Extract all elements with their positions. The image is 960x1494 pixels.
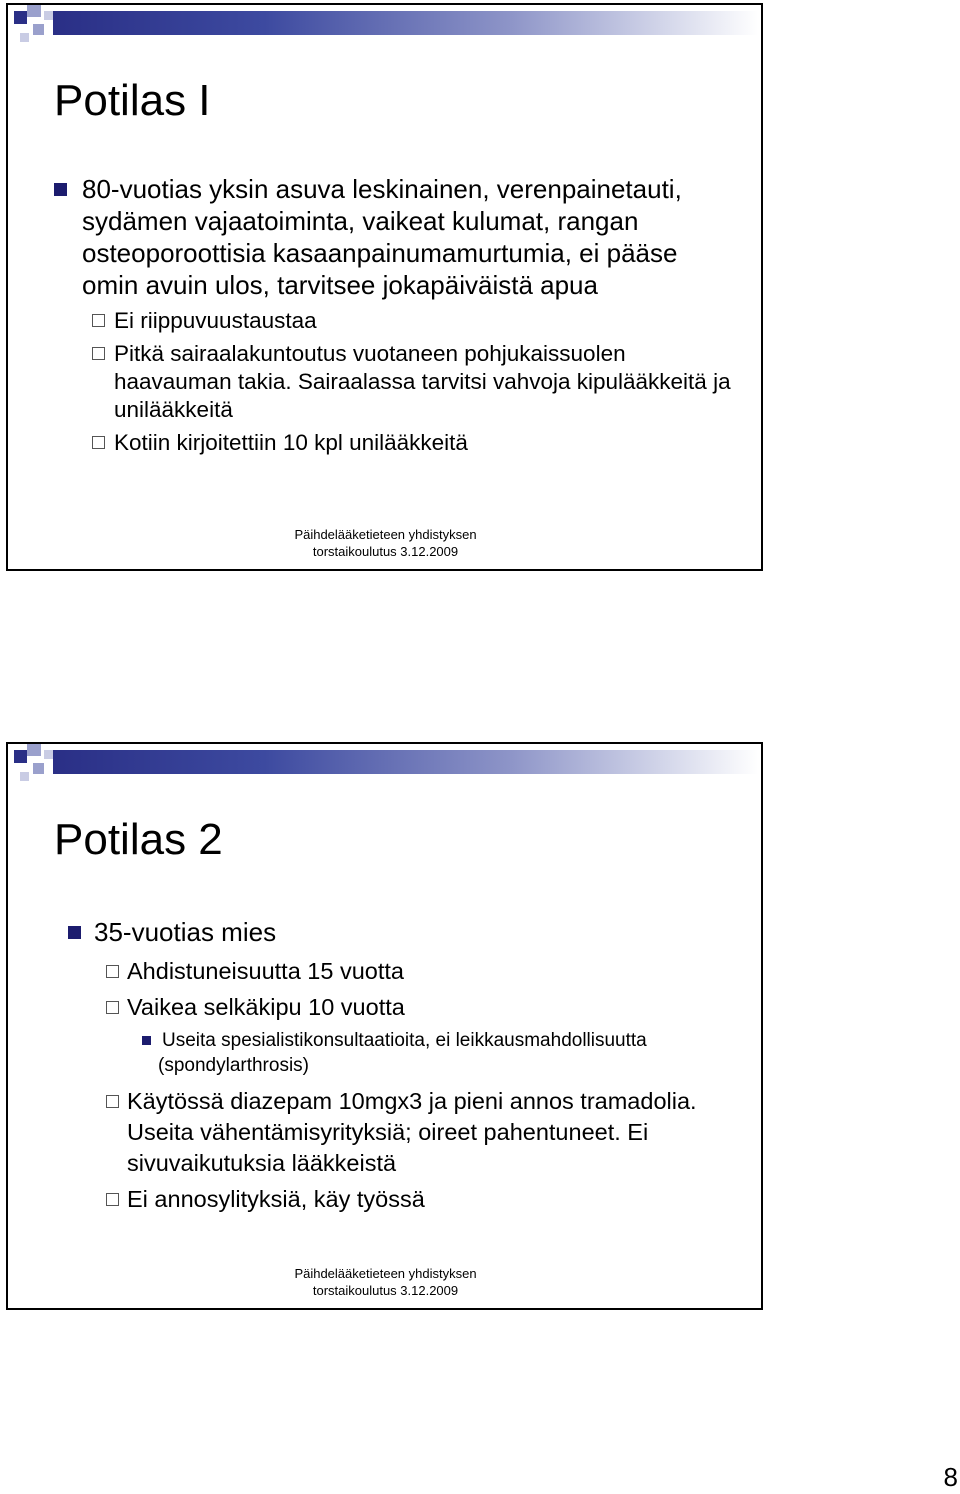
sub-bullet-text: Pitkä sairaalakuntoutus vuotaneen pohjukaissuolen haavauman takia. Sairaalassa tarvitsi vahvoja kipulääkkeitä ja unilääkkeitä: [114, 341, 731, 422]
sub-bullet-text: Kotiin kirjoitettiin 10 kpl unilääkkeitä: [114, 430, 468, 455]
sub-bullet-item: [54, 429, 741, 457]
sub-bullet-item: [54, 1184, 741, 1215]
page-number: 8: [943, 1462, 958, 1492]
square-bullet-icon: [54, 183, 67, 196]
slide-1: [6, 3, 763, 571]
bullet-item: [54, 173, 741, 301]
sub-sub-bullet-text: Useita spesialistikonsultaatioita, ei leikkausmahdollisuutta: [162, 1030, 647, 1051]
slide-title: Potilas 2: [54, 815, 223, 864]
sub-bullet-text: Käytössä diazepam 10mgx3 ja pieni annos tramadolia. Useita vähentämisyrityksiä; oireet pahentuneet. Ei sivuvaikutuksia lääkkeistä: [127, 1088, 697, 1176]
sub-bullet-item: [54, 340, 741, 424]
hollow-square-bullet-icon: [92, 347, 105, 360]
slide-2: [6, 742, 763, 1310]
footer-line-2: torstaikoulutus 3.12.2009: [312, 1283, 459, 1298]
square-bullet-icon: [142, 1036, 151, 1045]
bullet-item: [54, 916, 741, 948]
sub-bullet-item: [54, 307, 741, 335]
sub-bullet-text: Ei riippuvuustaustaa: [114, 308, 317, 333]
hollow-square-bullet-icon: [92, 314, 105, 327]
sub-sub-bullet-item: [54, 1028, 741, 1078]
sub-bullet-item: [54, 992, 741, 1023]
hollow-square-bullet-icon: [106, 1001, 119, 1014]
sub-bullet-text: Vaikea selkäkipu 10 vuotta: [127, 994, 405, 1020]
sub-bullet-item: [54, 1086, 741, 1179]
slide-footer: [8, 526, 763, 560]
slide-title: Potilas I: [54, 76, 211, 125]
sub-bullet-item: [54, 956, 741, 987]
hollow-square-bullet-icon: [106, 1095, 119, 1108]
slide-body: [54, 173, 741, 462]
slide-body: [54, 916, 741, 1220]
hollow-square-bullet-icon: [92, 436, 105, 449]
footer-line-1: Päihdelääketieteen yhdistyksen: [294, 527, 477, 542]
header-decoration: [8, 744, 763, 788]
sub-bullet-text: Ahdistuneisuutta 15 vuotta: [127, 958, 404, 984]
bullet-text: 80-vuotias yksin asuva leskinainen, verenpainetauti, sydämen vajaatoiminta, vaikeat kulumat, rangan osteoporoottisia kasaanpainumamurtumia, ei pääse omin avuin ulos, tarvitsee jokapäiväistä apua: [82, 174, 682, 300]
hollow-square-bullet-icon: [106, 1193, 119, 1206]
footer-line-1: Päihdelääketieteen yhdistyksen: [294, 1266, 477, 1281]
sub-sub-bullet-continuation: (spondylarthrosis): [158, 1055, 309, 1076]
square-bullet-icon: [68, 926, 81, 939]
header-decoration: [8, 5, 763, 49]
slide-footer: [8, 1265, 763, 1299]
sub-bullet-text: Ei annosylityksiä, käy työssä: [127, 1186, 425, 1212]
hollow-square-bullet-icon: [106, 965, 119, 978]
bullet-text: 35-vuotias mies: [94, 917, 277, 947]
footer-line-2: torstaikoulutus 3.12.2009: [312, 544, 459, 559]
